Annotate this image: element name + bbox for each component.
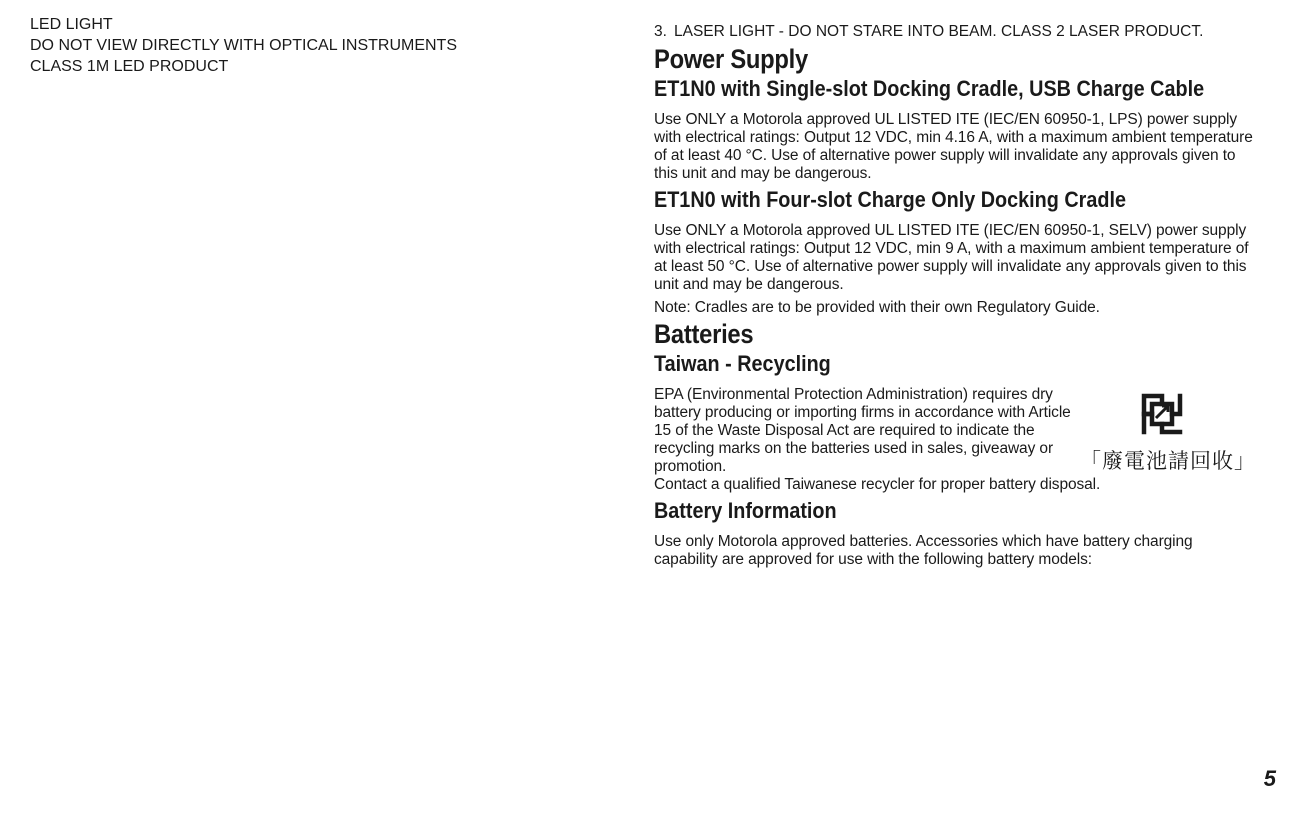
- paragraph-four-slot-power: Use ONLY a Motorola approved UL LISTED ITE (IEC/EN 60950-1, SELV) power supply with electrical ratings: Output 12 VDC, min 9 A, with a maximum ambient temperature of at least 50 °C. Use of alternative power supply will invalidate any approvals given to this unit and may be dangerous.: [654, 222, 1249, 293]
- section-title-power-supply: Power Supply: [654, 44, 808, 74]
- laser-warning-item: [654, 23, 1254, 41]
- paragraph-taiwan-recycling: EPA (Environmental Protection Administration) requires dry battery producing or importing firms in accordance with Article 15 of the Waste Disposal Act are required to indicate the recycling marks on the batteries used in sales, giveaway or promotion.: [654, 386, 1071, 475]
- taiwan-recycling-block: [654, 386, 1254, 494]
- led-warning-line: CLASS 1M LED PRODUCT: [30, 58, 229, 75]
- heading-single-slot-cradle: ET1N0 with Single-slot Docking Cradle, USB Charge Cable: [654, 76, 1205, 101]
- page-number: 5: [1263, 766, 1276, 791]
- heading-four-slot-cradle: ET1N0 with Four-slot Charge Only Docking Cradle: [654, 187, 1126, 212]
- recycling-mark: [1080, 390, 1260, 480]
- list-number: 3.: [654, 23, 667, 40]
- heading-battery-information: Battery Information: [654, 498, 837, 523]
- led-warning-line: LED LIGHT: [30, 16, 113, 33]
- right-column: [654, 23, 1254, 569]
- paragraph-single-slot-power: Use ONLY a Motorola approved UL LISTED ITE (IEC/EN 60950-1, LPS) power supply with electrical ratings: Output 12 VDC, min 4.16 A, with a maximum ambient temperature of at least 40 °C. Use of alternative power supply will invalidate any approvals given to this unit and may be dangerous.: [654, 111, 1253, 182]
- cradle-note: Note: Cradles are to be provided with their own Regulatory Guide.: [654, 299, 1100, 316]
- recycle-icon: [1138, 390, 1186, 438]
- paragraph-battery-information: Use only Motorola approved batteries. Accessories which have battery charging capability are approved for use with the following battery models:: [654, 533, 1193, 568]
- led-warning-line: DO NOT VIEW DIRECTLY WITH OPTICAL INSTRUMENTS: [30, 37, 457, 54]
- paragraph-recycler-contact: Contact a qualified Taiwanese recycler for proper battery disposal.: [654, 476, 1101, 493]
- laser-warning-text: LASER LIGHT - DO NOT STARE INTO BEAM. CLASS 2 LASER PRODUCT.: [674, 23, 1204, 40]
- recycling-caption: 「廢電池請回收」: [1080, 449, 1256, 473]
- led-warning-block: [30, 14, 590, 77]
- section-title-batteries: Batteries: [654, 319, 754, 349]
- heading-taiwan-recycling: Taiwan - Recycling: [654, 351, 831, 376]
